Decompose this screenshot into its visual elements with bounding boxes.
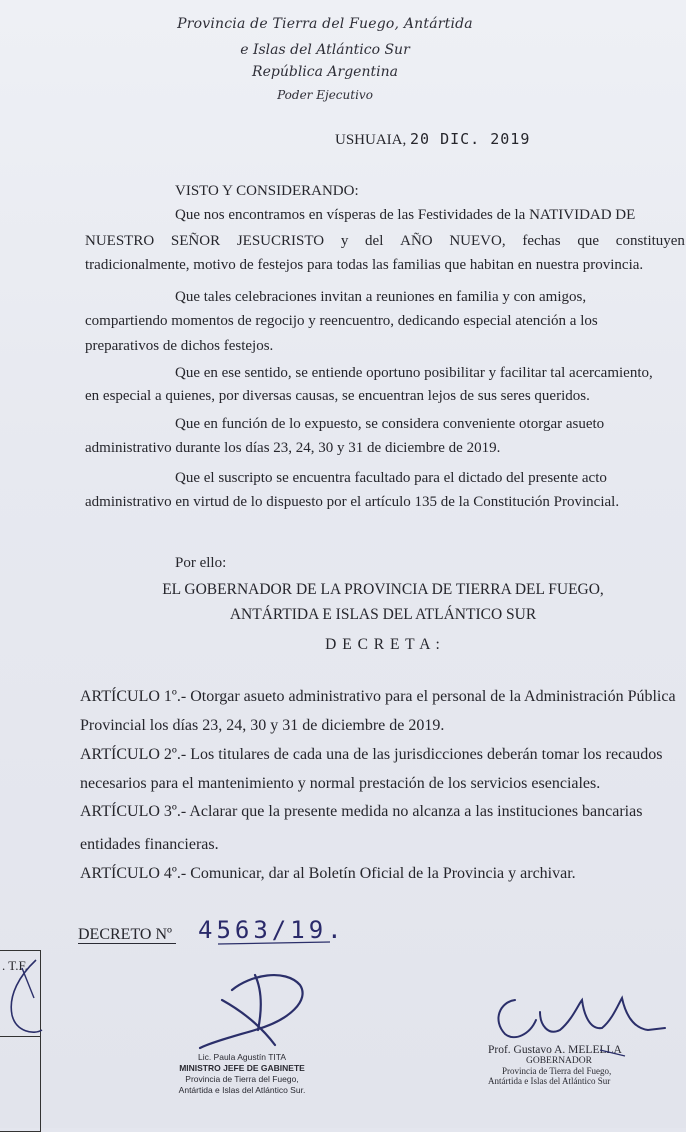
place-date-line <box>335 130 530 149</box>
letterhead-line-4: Poder Ejecutivo <box>277 88 373 102</box>
para1-line2-word: constituyen <box>615 233 685 249</box>
letterhead-line-2: e Islas del Atlántico Sur <box>240 42 410 58</box>
decreta-heading: D E C R E T A : <box>325 636 441 653</box>
para2-line1: Que tales celebraciones invitan a reuniones en familia y con amigos, <box>175 289 587 305</box>
para2-line3: preparativos de dichos festejos. <box>85 338 274 354</box>
signature-block-right <box>488 1044 648 1086</box>
decreto-label: DECRETO Nº <box>78 926 176 944</box>
para1-line2-word: y <box>340 233 349 249</box>
date-stamp: 20 DIC. 2019 <box>410 130 531 148</box>
para2-line2: compartiendo momentos de regocijo y reencuentro, dedicando especial atención a los <box>85 313 598 329</box>
article-2-line2: necesarios para el mantenimiento y normal prestación de los servicios esenciales. <box>80 775 601 792</box>
para1-line2-word: SEÑOR <box>170 233 221 249</box>
para1-line2 <box>85 233 685 250</box>
letterhead-line-1: Provincia de Tierra del Fuego, Antártida <box>177 16 473 32</box>
sig-left-role: MINISTRO JEFE DE GABINETE <box>179 1063 305 1073</box>
registry-stamp-text: . T.F. <box>2 958 28 973</box>
para1-line2-word: NUESTRO <box>85 233 155 249</box>
sig-right-name: Prof. Gustavo A. MELELLA <box>488 1044 622 1056</box>
decreto-label-row <box>78 926 176 944</box>
para5-line1: Que el suscripto se encuentra facultado para el dictado del presente acto <box>175 470 607 486</box>
sig-right-org2: Antártida e Islas del Atlántico Sur <box>488 1076 611 1086</box>
para1-line2-word: que <box>577 233 600 249</box>
article-2-line1: ARTÍCULO 2º.- Los titulares de cada una de las jurisdicciones deberán tomar los recaudos <box>80 746 663 763</box>
governor-title-line2: ANTÁRTIDA E ISLAS DEL ATLÁNTICO SUR <box>229 606 537 623</box>
sig-right-org1: Provincia de Tierra del Fuego, <box>502 1066 612 1076</box>
place-name: USHUAIA, <box>335 132 407 148</box>
para1-line2-word: JESUCRISTO <box>236 233 325 249</box>
signature-left-stroke <box>200 975 303 1048</box>
para5-line2: administrativo en virtud de lo dispuesto por el artículo 135 de la Constitución Provincial. <box>85 494 620 510</box>
visto-heading: VISTO Y CONSIDERANDO: <box>175 183 359 199</box>
para1-line2-word: AÑO <box>400 233 433 249</box>
para3-line2: en especial a quienes, por diversas causas, se encuentran lejos de sus seres queridos. <box>85 388 590 404</box>
decreto-number: 4563/19. <box>198 916 346 944</box>
para1-line3: tradicionalmente, motivo de festejos para todas las familias que habitan en nuestra provincia. <box>85 257 644 273</box>
signature-right-stroke <box>498 998 665 1037</box>
article-4: ARTÍCULO 4º.- Comunicar, dar al Boletín Oficial de la Provincia y archivar. <box>80 865 576 882</box>
para1-line2-word: NUEVO, <box>449 233 506 249</box>
registry-stamp-box <box>0 950 41 1132</box>
para3-line1: Que en ese sentido, se entiende oportuno posibilitar y facilitar tal acercamiento, <box>175 365 653 381</box>
article-3-line2: entidades financieras. <box>80 836 219 853</box>
para1-line2-word: del <box>365 233 384 249</box>
article-1-line2: Provincial los días 23, 24, 30 y 31 de diciembre de 2019. <box>80 717 445 734</box>
sig-right-role: GOBERNADOR <box>526 1056 592 1066</box>
signature-block-left <box>162 1052 322 1096</box>
article-3-line1: ARTÍCULO 3º.- Aclarar que la presente medida no alcanza a las instituciones bancarias <box>80 803 643 820</box>
para1-line2-word: fechas <box>522 233 561 249</box>
para4-line2: administrativo durante los días 23, 24, 30 y 31 de diciembre de 2019. <box>85 440 501 456</box>
para4-line1: Que en función de lo expuesto, se considera conveniente otorgar asueto <box>175 416 605 432</box>
sig-left-org1: Provincia de Tierra del Fuego, <box>185 1074 299 1084</box>
letterhead-line-3: República Argentina <box>252 64 398 80</box>
sig-left-org2: Antártida e Islas del Atlántico Sur. <box>178 1085 306 1095</box>
sig-left-name: Lic. Paula Agustín TITA <box>197 1052 287 1062</box>
por-ello: Por ello: <box>175 555 227 571</box>
para1-line1: Que nos encontramos en vísperas de las Festividades de la NATIVIDAD DE <box>175 207 636 223</box>
governor-title-line1: EL GOBERNADOR DE LA PROVINCIA DE TIERRA DEL FUEGO, <box>162 581 604 598</box>
article-1-line1: ARTÍCULO 1º.- Otorgar asueto administrativo para el personal de la Administración Pública <box>80 688 676 705</box>
